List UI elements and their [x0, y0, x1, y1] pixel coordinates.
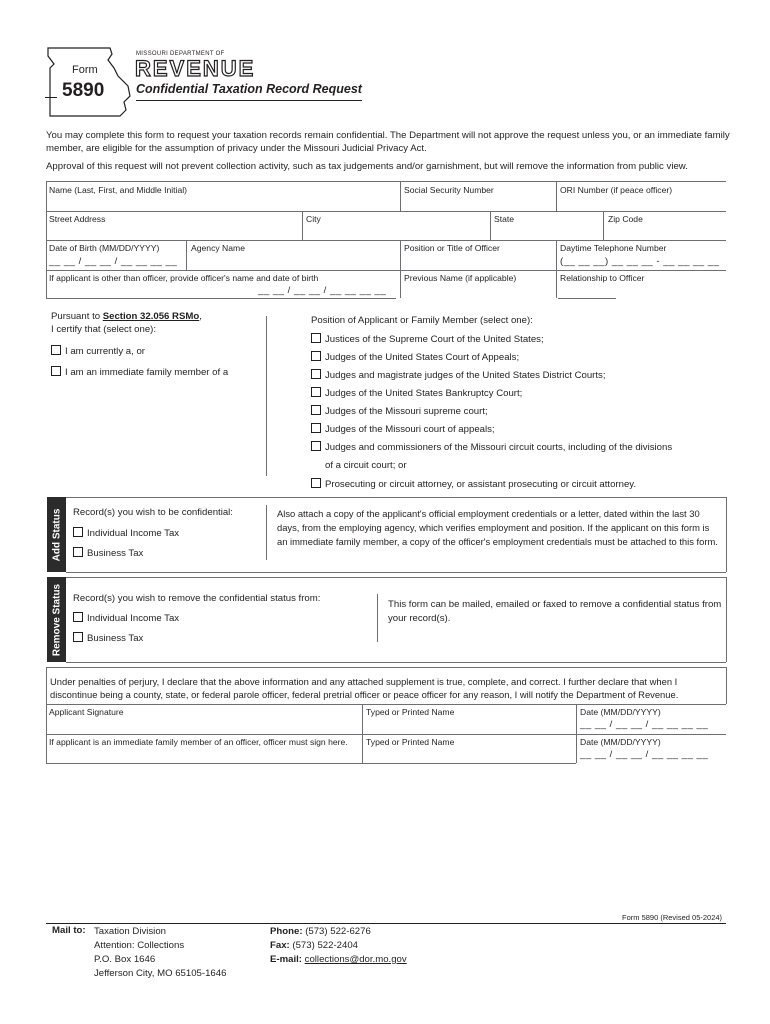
certify-option-family[interactable] [51, 366, 228, 378]
street-field-label[interactable]: Street Address [49, 214, 106, 224]
email-link[interactable]: collections@dor.mo.gov [304, 954, 407, 965]
agency-small: MISSOURI DEPARTMENT OF [136, 51, 225, 57]
previous-name-label[interactable]: Previous Name (if applicable) [404, 273, 517, 283]
zip-field-label[interactable]: Zip Code [608, 214, 643, 224]
dob-field-label[interactable]: Date of Birth (MM/DD/YYYY) [49, 243, 160, 253]
form-number-rule [45, 97, 57, 98]
checkbox[interactable] [73, 547, 83, 557]
option-label: Judges of the Missouri court of appeals; [325, 424, 495, 435]
phone-field-label[interactable]: Daytime Telephone Number [560, 243, 667, 253]
checkbox[interactable] [311, 369, 321, 379]
option-label: I am currently a, or [65, 346, 145, 357]
position-option-7[interactable] [311, 441, 672, 453]
intro-paragraph: You may complete this form to request your taxation records remain confidential. The Department will not approve the request unless you, or an immediate family member, are eligible for the assumption of privacy under the Missouri Judicial Privacy Act. [46, 130, 730, 154]
checkbox[interactable] [311, 441, 321, 451]
title-underline [136, 100, 362, 101]
checkbox[interactable] [311, 423, 321, 433]
officer-note-label[interactable]: If applicant is other than officer, provide officer's name and date of birth [49, 273, 319, 283]
mail-line: P.O. Box 1646 [94, 954, 156, 965]
add-income-tax-option[interactable] [73, 527, 179, 539]
option-label: Business Tax [87, 633, 144, 644]
option-label: Individual Income Tax [87, 613, 180, 624]
officer-signature-field[interactable]: If applicant is an immediate family member of an officer, officer must sign here. [49, 737, 348, 747]
checkbox[interactable] [51, 366, 61, 376]
position-heading: Position of Applicant or Family Member (select one): [311, 315, 533, 326]
name-field-label[interactable]: Name (Last, First, and Middle Initial) [49, 185, 188, 195]
option-label: Prosecuting or circuit attorney, or assistant prosecuting or circuit attorney. [325, 479, 637, 490]
position-option-4[interactable] [311, 387, 522, 399]
fax-label: Fax: [270, 940, 290, 951]
fax-number: (573) 522-2404 [292, 940, 359, 951]
checkbox[interactable] [311, 405, 321, 415]
date-field-1-input[interactable]: __ __ / __ __ / __ __ __ __ [580, 719, 709, 730]
option-label: I am an immediate family member of a [65, 367, 229, 378]
form-number: 5890 [62, 80, 105, 101]
typed-name-field-1[interactable]: Typed or Printed Name [366, 707, 455, 717]
applicant-signature-field[interactable]: Applicant Signature [49, 707, 124, 717]
date-field-1-label[interactable]: Date (MM/DD/YYYY) [580, 707, 661, 717]
add-status-divider [266, 505, 267, 560]
checkbox[interactable] [51, 345, 61, 355]
fax-line [270, 939, 407, 953]
form-title: Confidential Taxation Record Request [136, 82, 362, 96]
checkbox[interactable] [73, 527, 83, 537]
intro-paragraph-2: Approval of this request will not prevent collection activity, such as tax judgements and/or garnishment, but will remove the information from public view. [46, 161, 688, 172]
option-label: Judges and magistrate judges of the United States District Courts; [325, 370, 606, 381]
relationship-label[interactable]: Relationship to Officer [560, 273, 645, 283]
add-status-heading: Record(s) you wish to be confidential: [73, 507, 233, 518]
position-option-5[interactable] [311, 405, 488, 417]
add-status-tab-label: Add Status [51, 508, 62, 561]
phone-number: (573) 522-6276 [305, 926, 371, 937]
mail-line: Taxation Division [94, 926, 166, 937]
phone-field-input[interactable]: (__ __ __) __ __ __ - __ __ __ __ [560, 256, 720, 267]
ssn-field-label[interactable]: Social Security Number [404, 185, 494, 195]
option-label: Business Tax [87, 548, 144, 559]
mail-line: Attention: Collections [94, 940, 185, 951]
city-field-label[interactable]: City [306, 214, 321, 224]
state-field-label[interactable]: State [494, 214, 515, 224]
option-label: Judges and commissioners of the Missouri circuit courts, including of the divisions [325, 442, 673, 453]
position-field-label[interactable]: Position or Title of Officer [404, 243, 500, 253]
certify-option-current[interactable] [51, 345, 145, 357]
dob-field-input[interactable]: __ __ / __ __ / __ __ __ __ [49, 256, 178, 267]
remove-income-tax-option[interactable] [73, 612, 179, 624]
perjury-statement: Under penalties of perjury, I declare that the above information and any attached supplement is true, complete, and correct. I further declare that when I discontinue being a county, state, or federal parole officer, federal pretrial officer or peace officer for any reason, I will notify the Department of Revenue. [50, 676, 679, 700]
email-line [270, 953, 407, 967]
position-option-3[interactable] [311, 369, 606, 381]
position-option-1[interactable] [311, 333, 544, 345]
checkbox[interactable] [73, 632, 83, 642]
contact-block [270, 925, 407, 967]
form-header [30, 40, 370, 120]
checkbox[interactable] [311, 333, 321, 343]
agency-logo-revenue: REVENUE [135, 56, 256, 81]
form-label: Form [72, 64, 98, 76]
date-field-2-input[interactable]: __ __ / __ __ / __ __ __ __ [580, 749, 709, 760]
officer-dob-input[interactable]: __ __ / __ __ / __ __ __ __ [258, 285, 387, 296]
remove-status-heading: Record(s) you wish to remove the confidential status from: [73, 593, 321, 604]
pursuant-text: Pursuant to [51, 311, 103, 322]
phone-label: Phone: [270, 926, 303, 937]
option-label: Individual Income Tax [87, 528, 180, 539]
ori-field-label[interactable]: ORI Number (if peace officer) [560, 185, 673, 195]
certify-instruction: I certify that (select one): [51, 324, 157, 335]
pursuant-period: , [199, 311, 202, 322]
section-link[interactable]: Section 32.056 RSMo [102, 311, 200, 322]
remove-status-note: This form can be mailed, emailed or faxed to remove a confidential status from your record(s). [388, 599, 722, 624]
option-label: Judges of the United States Court of Appeals; [325, 352, 520, 363]
option-label: Justices of the Supreme Court of the United States; [325, 334, 544, 345]
position-option-7-continuation: of a circuit court; or [325, 460, 407, 471]
option-label: Judges of the United States Bankruptcy Court; [325, 388, 523, 399]
certify-divider [266, 316, 267, 476]
mail-line: Jefferson City, MO 65105-1646 [94, 968, 227, 979]
option-label: Judges of the Missouri supreme court; [325, 406, 488, 417]
position-option-6[interactable] [311, 423, 495, 435]
remove-status-tab-label: Remove Status [51, 583, 62, 656]
add-status-note: Also attach a copy of the applicant's official employment credentials or a letter, dated within the last 30 days, from the employing agency, which verifies employment and position. If the applicant on this form is an immediate family member, a copy of the officer's employment credentials must be attached to this form. [277, 508, 718, 547]
position-option-8[interactable] [311, 478, 636, 490]
typed-name-field-2[interactable]: Typed or Printed Name [366, 737, 455, 747]
remove-status-tab [47, 577, 66, 662]
add-business-tax-option[interactable] [73, 547, 143, 559]
checkbox[interactable] [311, 387, 321, 397]
checkbox[interactable] [311, 478, 321, 488]
email-label: E-mail: [270, 954, 302, 965]
add-status-tab [47, 497, 66, 572]
checkbox[interactable] [311, 351, 321, 361]
revision-note: Form 5890 (Revised 05-2024) [622, 913, 723, 922]
checkbox[interactable] [73, 612, 83, 622]
date-field-2-label[interactable]: Date (MM/DD/YYYY) [580, 737, 661, 747]
phone-line [270, 925, 407, 939]
remove-business-tax-option[interactable] [73, 632, 143, 644]
mail-label: Mail to: [52, 925, 86, 936]
agency-field-label[interactable]: Agency Name [191, 243, 245, 253]
position-option-2[interactable] [311, 351, 519, 363]
pursuant-line [51, 311, 202, 322]
remove-status-divider [377, 594, 378, 642]
mail-address [94, 925, 226, 981]
